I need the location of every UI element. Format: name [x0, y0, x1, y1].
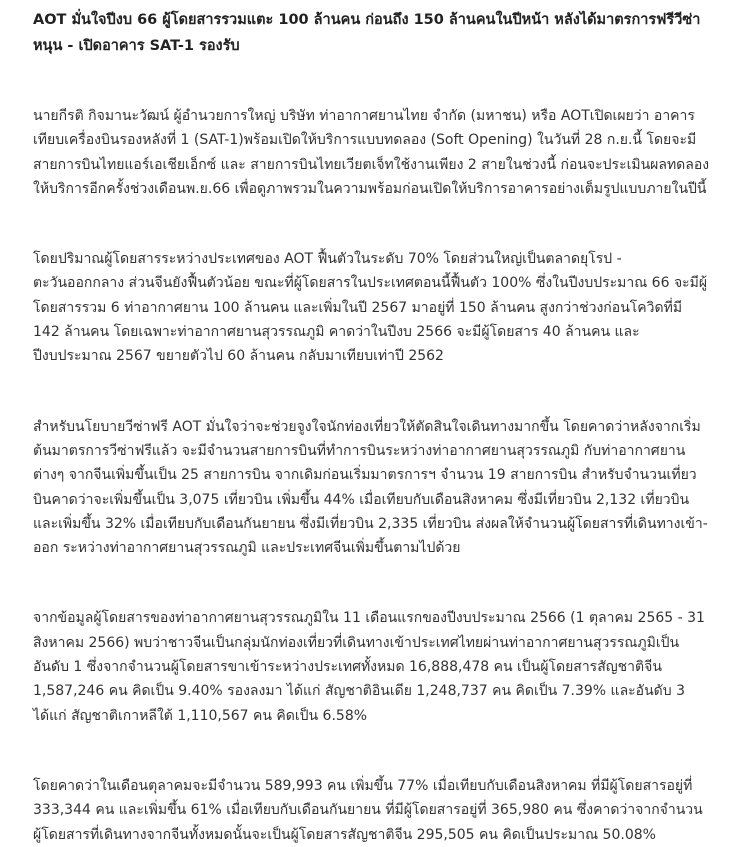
paragraph-sat1-opening: นายกีรติ กิจมานะวัฒน์ ผู้อำนวยการใหญ่ บริษัท ท่าอากาศยานไทย จำกัด (มหาชน) หรือ AOTเปิดเผยว่า อาคารเทียบเครื่องบินรองหลังที่ 1 (SAT-1)พร้อมเปิดให้บริการแบบทดลอง (Soft Opening) ในวันที่ 28 ก.ย.นี้ โดยจะมีสายการบินไทยแอร์เอเชียเอ็กซ์ และ สายการบินไทยเวียตเจ็ทใช้งานเพียง 2 สายในช่วงนี้ ก่อนจะประเมินผลทดลองให้บริการอีกครั้งช่วงเดือนพ.ย.66 เพื่อดูภาพรวมในความพร้อมก่อนเปิดให้บริการอาคารอย่างเต็มรูปแบบภายในปีนี้: [33, 108, 710, 197]
paragraph-october-forecast: โดยคาดว่าในเดือนตุลาคมจะมีจำนวน 589,993 คน เพิ่มขึ้น 77% เมื่อเทียบกับเดือนสิงหาคม ที่มีผู้โดยสารอยู่ที่ 333,344 คน และเพิ่มขึ้น 61% เมื่อเทียบกับเดือนกันยายน ที่มีผู้โดยสารอยู่ที่ 365,980 คน ซึ่งคาดว่าจากจำนวนผู้โดยสารที่เดินทางจากจีนทั้งหมดนั้นจะเป็นผู้โดยสารสัญชาติจีน 295,505 คน คิดเป็นประมาณ 50.08%: [33, 777, 703, 843]
article-headline: AOT มั่นใจปีงบ 66 ผู้โดยสารรวมแตะ 100 ล้านคน ก่อนถึง 150 ล้านคนในปีหน้า หลังได้มาตรการฟรีวีซ่าหนุน - เปิดอาคาร SAT-1 รองรับ: [33, 12, 701, 54]
paragraph-passenger-statistics: จากข้อมูลผู้โดยสารของท่าอากาศยานสุวรรณภูมิใน 11 เดือนแรกของปีงบประมาณ 2566 (1 ตุลาคม 2565 - 31 สิงหาคม 2566) พบว่าชาวจีนเป็นกลุ่มนักท่องเที่ยวที่เดินทางเข้าประเทศไทยผ่านท่าอากาศยานสุวรรณภูมิเป็นอันดับ 1 ซึ่งจากจำนวนผู้โดยสารขาเข้าระหว่างประเทศทั้งหมด 16,888,478 คน เป็นผู้โดยสารสัญชาติจีน 1,587,246 คน คิดเป็น 9.40% รองลงมา ได้แก่ สัญชาติอินเดีย 1,248,737 คน คิดเป็น 7.39% และอันดับ 3 ได้แก่ สัญชาติเกาหลีใต้ 1,110,567 คน คิดเป็น 6.58%: [33, 610, 705, 724]
paragraph-visa-free-policy: สำหรับนโยบายวีซ่าฟรี AOT มั่นใจว่าจะช่วยจูงใจนักท่องเที่ยวให้ตัดสินใจเดินทางมากขึ้น โดยคาดว่าหลังจากเริ่มต้นมาตรการวีซ่าฟรีแล้ว จะมีจำนวนสายการบินที่ทำการบินระหว่างท่าอากาศยานสุวรรณภูมิ กับท่าอากาศยานต่างๆ จากจีนเพิ่มขึ้นเป็น 25 สายการบิน จากเดิมก่อนเริ่มมาตรการฯ จำนวน 19 สายการบิน สำหรับจำนวนเที่ยวบินคาดว่าจะเพิ่มขึ้นเป็น 3,075 เที่ยวบิน เพิ่มขึ้น 44% เมื่อเทียบกับเดือนสิงหาคม ซึ่งมีเที่ยวบิน 2,132 เที่ยวบิน และเพิ่มขึ้น 32% เมื่อเทียบกับเดือนกันยายน ซึ่งมีเที่ยวบิน 2,335 เที่ยวบิน ส่งผลให้จำนวนผู้โดยสารที่เดินทางเข้า-ออก ระหว่างท่าอากาศยานสุวรรณภูมิ และประเทศจีนเพิ่มขึ้นตามไปด้วย: [33, 418, 708, 557]
paragraph-passenger-recovery: โดยปริมาณผู้โดยสารระหว่างประเทศของ AOT ฟื้นตัวในระดับ 70% โดยส่วนใหญ่เป็นตลาดยุโรป - ตะวันออกกลาง ส่วนจีนยังฟื้นตัวน้อย ขณะที่ผู้โดยสารในประเทศตอนนี้ฟื้นตัว 100% ซึ่งในปีงบประมาณ 66 จะมีผู้โดยสารรวม 6 ท่าอากาศยาน 100 ล้านคน และเพิ่มในปี 2567 มาอยู่ที่ 150 ล้านคน สูงกว่าช่วงก่อนโควิดที่มี 142 ล้านคน โดยเฉพาะท่าอากาศยานสุวรรณภูมิ คาดว่าในปีงบ 2566 จะมีผู้โดยสาร 40 ล้านคน และปีงบประมาณ 2567 ขยายตัวไป 60 ล้านคน กลับมาเทียบเท่าปี 2562: [33, 251, 708, 365]
article-body: [33, 104, 710, 847]
